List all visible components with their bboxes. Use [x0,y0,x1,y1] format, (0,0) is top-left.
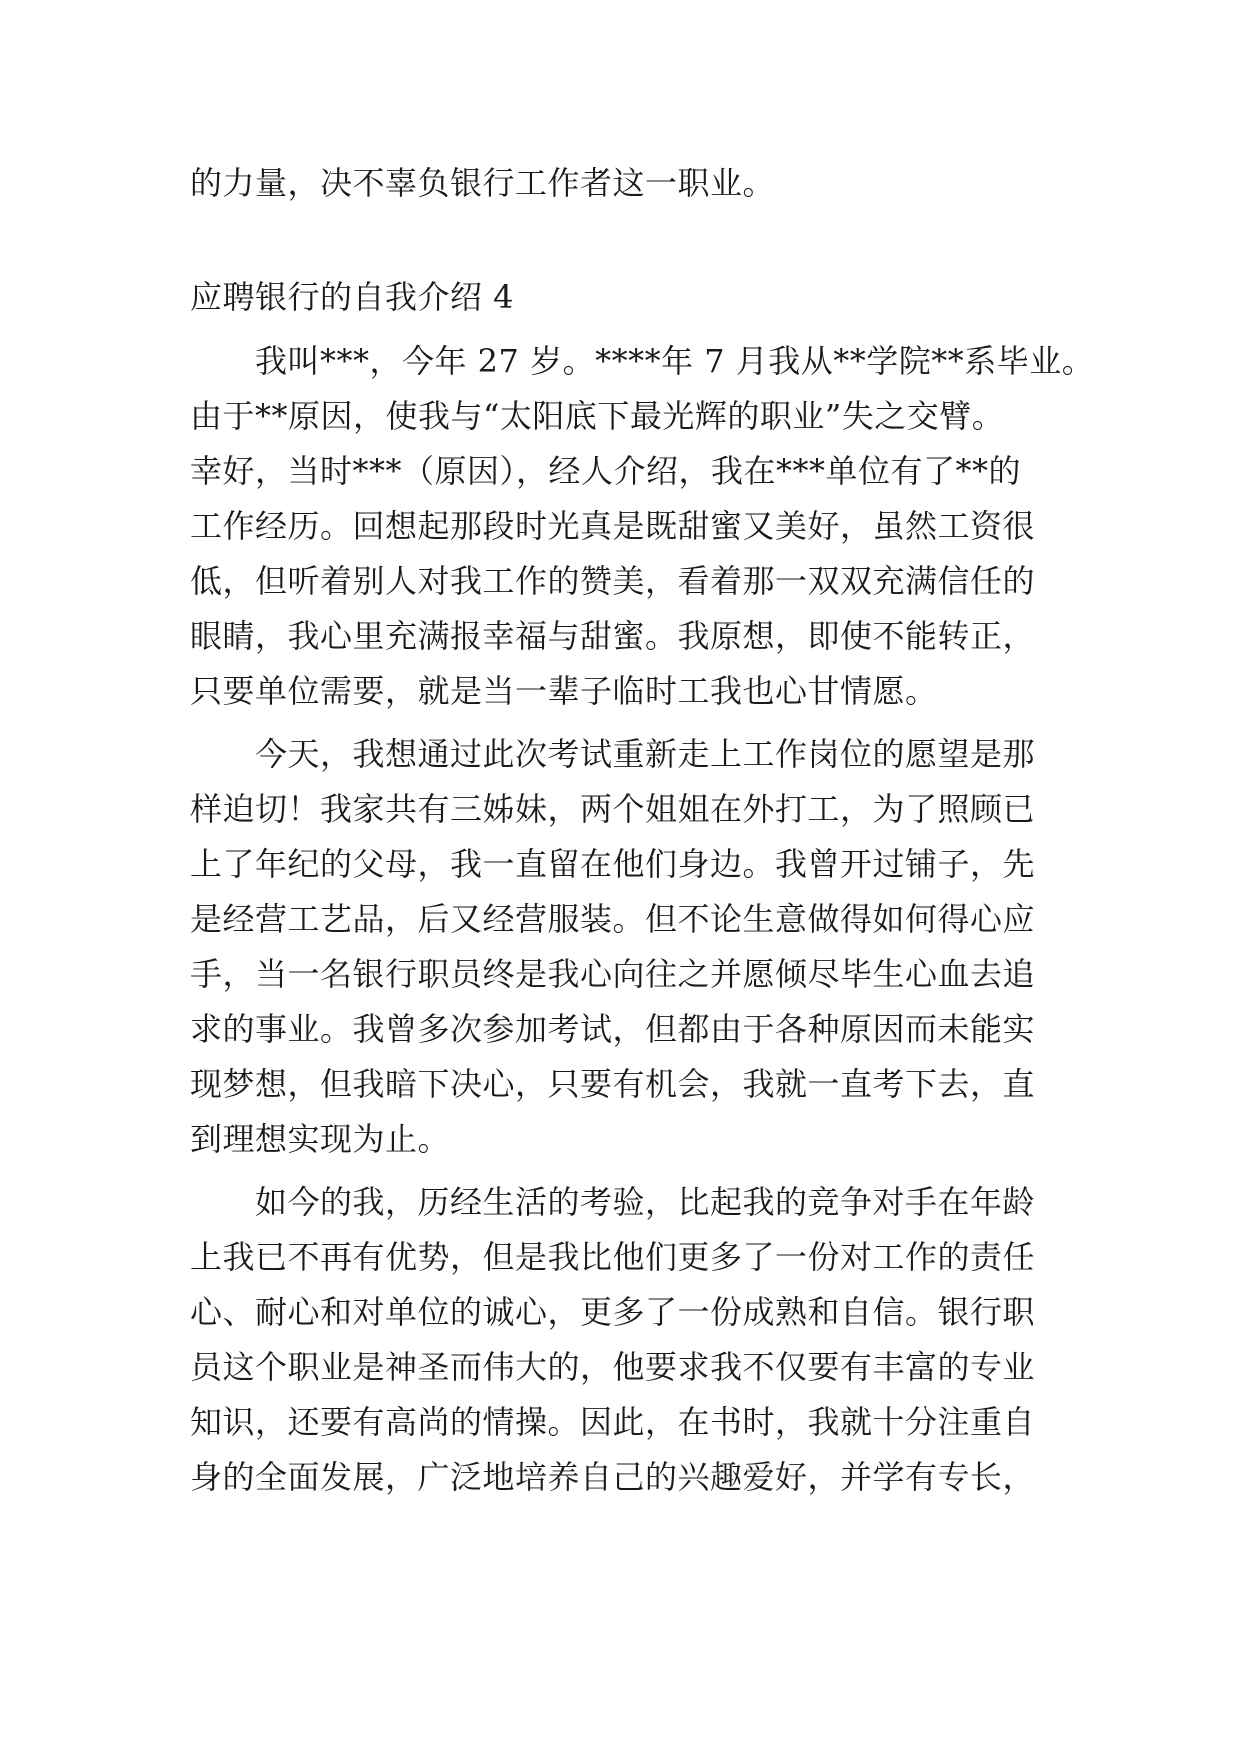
paragraph-2-line-3: 上了年纪的父母，我一直留在他们身边。我曾开过铺子，先 [190,845,1036,883]
paragraph-3-line-4: 员这个职业是神圣而伟大的，他要求我不仅要有丰富的专业 [190,1348,1036,1386]
paragraph-1-line-3: 幸好，当时***（原因），经人介绍，我在***单位有了**的 [190,452,1022,490]
paragraph-2-line-7: 现梦想，但我暗下决心，只要有机会，我就一直考下去，直 [190,1065,1036,1103]
paragraph-2-line-1: 今天，我想通过此次考试重新走上工作岗位的愿望是那 [255,735,1036,773]
paragraph-2-line-2: 样迫切！我家共有三姊妹，两个姐姐在外打工，为了照顾已 [190,790,1036,828]
paragraph-1-line-6: 眼睛，我心里充满报幸福与甜蜜。我原想，即使不能转正， [190,617,1036,655]
paragraph-3-line-5: 知识，还要有高尚的情操。因此，在书时，我就十分注重自 [190,1403,1036,1441]
paragraph-1-line-2: 由于**原因，使我与“太阳底下最光辉的职业”失之交臂。 [190,397,1005,435]
paragraph-1-line-7: 只要单位需要，就是当一辈子临时工我也心甘情愿。 [190,672,938,710]
section-title: 应聘银行的自我介绍 4 [190,278,515,316]
paragraph-3-line-6: 身的全面发展，广泛地培养自己的兴趣爱好，并学有专长， [190,1458,1036,1496]
paragraph-1-line-4: 工作经历。回想起那段时光真是既甜蜜又美好，虽然工资很 [190,507,1036,545]
paragraph-1-line-1: 我叫***，今年 27 岁。****年 7 月我从**学院**系毕业。 [255,342,1095,380]
paragraph-2-line-5: 手，当一名银行职员终是我心向往之并愿倾尽毕生心血去追 [190,955,1036,993]
carry-over-line: 的力量，决不辜负银行工作者这一职业。 [190,164,776,202]
paragraph-2-line-4: 是经营工艺品，后又经营服装。但不论生意做得如何得心应 [190,900,1036,938]
paragraph-2-line-8: 到理想实现为止。 [190,1120,451,1158]
paragraph-3-line-3: 心、耐心和对单位的诚心，更多了一份成熟和自信。银行职 [190,1293,1036,1331]
paragraph-3-line-2: 上我已不再有优势，但是我比他们更多了一份对工作的责任 [190,1238,1036,1276]
paragraph-2-line-6: 求的事业。我曾多次参加考试，但都由于各种原因而未能实 [190,1010,1036,1048]
paragraph-1-line-5: 低，但听着别人对我工作的赞美，看着那一双双充满信任的 [190,562,1036,600]
paragraph-3-line-1: 如今的我，历经生活的考验，比起我的竞争对手在年龄 [255,1183,1036,1221]
